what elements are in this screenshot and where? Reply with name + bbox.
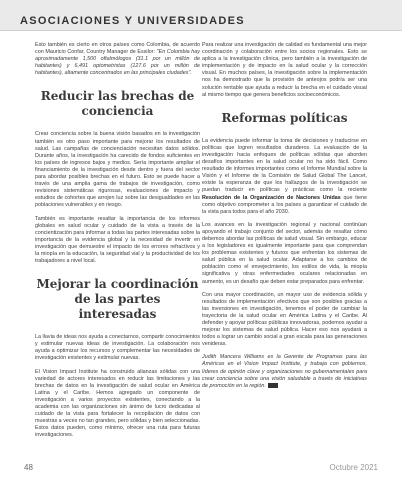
author-note bbox=[202, 354, 367, 389]
right-p2-tail: que tiene como objetivo comprometer a los países a garantizar el cuidado de la vista para todos para el año 2030. bbox=[202, 194, 367, 215]
left-paragraph-1 bbox=[35, 42, 200, 77]
issue-date: Octubre 2021 bbox=[329, 463, 378, 472]
right-paragraph-4: Con una mayor coordinación, un mayor uso de evidencia sólida y resultados de implementación efectivos que son posibles gracias a las inversiones en investigación, tenemos el poder de cambiar la trayectoria de la salud ocular en América Latina y el Caribe. Al defender y apoyar políticas públicas innovadoras, podemos ayudar a mejorar los sistemas de salud pública. Hacer eso nos ayudará a todos a lograr un cambio social a gran escala para las generaciones venideras. bbox=[202, 291, 367, 348]
right-paragraph-2 bbox=[202, 138, 367, 216]
section-divider bbox=[0, 30, 402, 31]
right-p2-lead: La evidencia puede informar la toma de decisiones y traducirse en políticas que logren resultados duraderos. La evaluación de la investigación hacia enfoques de políticas sólidas que aborden desafíos importantes en la salud ocular no ha sido fácil. Como resultado de informes importantes como el Informe Mundial sobre la Visión y el Informe de la Comisión de Salud Global The Lancet, existe la esperanza de que los hallazgos de la investigación se puedan traducir en políticas y prácticas como la reciente bbox=[202, 137, 367, 194]
left-p1-lead: Esto también es cierto en otros países como Colombia, de acuerdo con Mauricio Confar, Country Manager de Essilor: bbox=[35, 42, 200, 56]
page-number: 48 bbox=[24, 463, 33, 472]
end-mark bbox=[268, 383, 278, 388]
left-paragraph-2: Crear conciencia sobre la buena visión basados en la investigación también es otro paso importante para mejorar los resultados de salud. Las campañas de concienciación necesitan datos sólidos. Durante años, la investigación ha carecido de fondos suficientes en los países de ingresos bajos y medios. Sería importante ampliar el financiamiento de la investigación desde dentro y fuera del sector para abordar posibles brechas en el futuro. Esto se puede hacer a través de una amplia gama de trabajos de investigación, como revisiones sistemáticas rigurosas, evaluaciones de impacto y estudios de cohortes que arrojen luz sobre las desigualdades en las poblaciones vulnerables y en riesgo. bbox=[35, 131, 200, 209]
right-p2-bold: Resolución de la Organización de Naciones Unidas bbox=[202, 194, 341, 201]
left-paragraph-3: También es importante resaltar la importancia de los informes globales en salud ocular y cuidado de la vista a través de la concientización para informar a todas las partes interesadas sobre la importancia de la evidencia global y la necesidad de invertir en investigación que demuestre el impacto de los errores refractivos y la miopía en la educación, la seguridad vial y la productividad de los trabajadores a nivel local. bbox=[35, 215, 200, 265]
left-paragraph-4: La llavia de ideas nos ayuda a conectarnos, compartir conocimientos y estimular nuevas ideas de investigación. La colaboración nos ayuda a optimizar los recursos y complementar las necesidades de investigación existentes y estimular nuevas. bbox=[35, 334, 200, 362]
left-paragraph-5: El Vision Impact Institute ha construido alianzas sólidas con una variedad de actores interesados en reducir las limitaciones y las brechas de datos en la investigación de salud ocular en América Latina y el Caribe. Hemos agregado un componente de investigación a varios proyectos existentes, conectando a la academia con las organizaciones sin ánimo de lucro dedicadas al cuidado de la vista para fortalecer la recopilación de datos con muestras a veces no tan grandes, pero sólidas y bien seleccionadas. Estos datos pueden, como mínimo, ofrecer una ruta para futuras investigaciones. bbox=[35, 368, 200, 439]
author-note-text: Judith Mancera Williams es la Gerente de Programas para las Américas en el Vision Impact Institute, y trabaja con gobiernos, líderes de opinión clave y organizaciones no gubernamentales para crear conciencia sobre una visión saludable a través de iniciativas de promoción en la región. bbox=[202, 354, 367, 389]
right-column bbox=[202, 42, 367, 396]
right-paragraph-1: Para realizar una investigación de calidad es fundamental una mejor coordinación y colaboración entre los socios regionales. Esto se aplica a la investigación clínica, pero también a la investigación de implementación y de impacto en la salud ocular y la corrección visual. En muchos países, la investigación sobre la implementación nos ha demostrado que la provisión de anteojos podría ser una solución rentable que ayuda a reducir la brecha en el cuidado visual al mismo tiempo que genera beneficios socioeconómicos. bbox=[202, 42, 367, 98]
left-p1-quote: "En Colombia hay aproximadamente 1,500 oftalmólogos (31.1 por un millón de habitantes) y 6,491 optometristas (127.6 por un millón de habitantes), altamente concentrados en las principales ciudades". bbox=[35, 49, 200, 77]
heading-mejorar-coordinacion: Mejorar la coordinación de las partes interesadas bbox=[36, 277, 199, 322]
left-column bbox=[35, 42, 200, 445]
section-title: ASOCIACIONES Y UNIVERSIDADES bbox=[20, 15, 245, 27]
right-paragraph-3: Los avances en la investigación regional y nacional continúan apoyando el trabajo conjunto del sector, además de resaltar cómo debemos abordar las políticas de salud visual. Sin embargo, educar a los legisladores es igualmente importante para que comprendan los problemas existentes y futuros que enfrentan los sistemas de salud pública en la salud ocular. Adaptarse a los cambios de población como el envejecimiento, los estilos de vida, la miopía significativa y otras enfermedades oculares relacionadas en aumento, es un desafío que deben estar preparados para enfrentar. bbox=[202, 221, 367, 285]
heading-reformas-politicas: Reformas políticas bbox=[221, 110, 348, 125]
heading-reducir-brechas: Reducir las brechas de conciencia bbox=[40, 89, 195, 119]
